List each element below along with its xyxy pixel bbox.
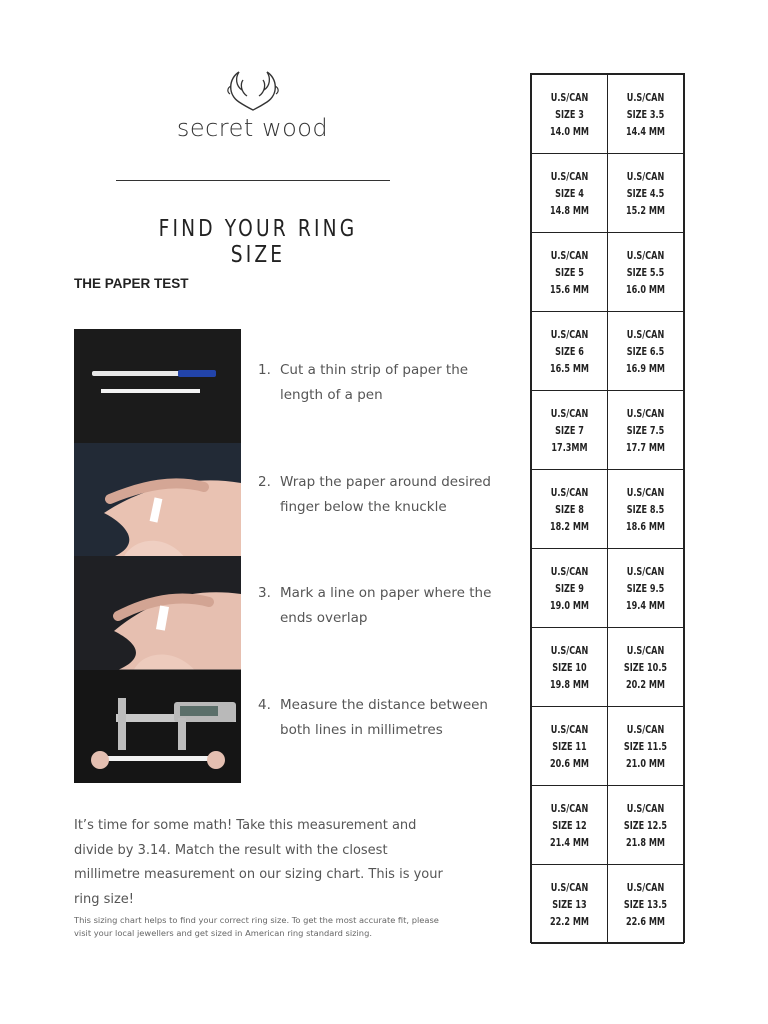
size-value: SIZE 3 bbox=[555, 107, 584, 121]
sizing-note: This sizing chart helps to find your correct ring size. To get the most accurate fit, please visit your local jewellers and get sized in American ring standard sizing. bbox=[74, 915, 439, 938]
section-heading: THE PAPER TEST bbox=[74, 276, 189, 291]
size-value: SIZE 11 bbox=[552, 739, 587, 753]
size-value: SIZE 5 bbox=[555, 265, 584, 279]
size-cell bbox=[532, 786, 608, 865]
size-mm: 18.6 MM bbox=[625, 519, 666, 533]
size-region: U.S/CAN bbox=[626, 169, 665, 183]
page-title: FIND YOUR RING SIZE bbox=[158, 216, 358, 268]
size-cell bbox=[608, 628, 684, 707]
size-cell bbox=[608, 549, 684, 628]
size-region: U.S/CAN bbox=[550, 801, 589, 815]
size-cell bbox=[532, 391, 608, 470]
size-region: U.S/CAN bbox=[550, 327, 589, 341]
size-value: SIZE 11.5 bbox=[623, 739, 668, 753]
step-text: Cut a thin strip of paper the length of a pen bbox=[280, 362, 469, 403]
step-text: Wrap the paper around desired finger below the knuckle bbox=[280, 474, 491, 515]
size-cell bbox=[608, 312, 684, 391]
size-cell bbox=[532, 865, 608, 944]
brand-name: secret wood bbox=[176, 114, 329, 142]
size-value: SIZE 9 bbox=[555, 581, 584, 595]
photo-mark-line bbox=[74, 556, 241, 670]
size-cell bbox=[532, 75, 608, 154]
size-mm: 20.2 MM bbox=[625, 677, 666, 691]
size-region: U.S/CAN bbox=[626, 327, 665, 341]
photo-pen-and-paper-strip bbox=[74, 329, 241, 443]
step-number: 3. bbox=[258, 585, 271, 601]
size-mm: 16.0 MM bbox=[625, 282, 666, 296]
size-mm: 21.0 MM bbox=[625, 756, 666, 770]
size-region: U.S/CAN bbox=[550, 90, 589, 104]
size-row bbox=[532, 865, 684, 944]
brand-logo bbox=[170, 68, 335, 148]
size-cell bbox=[532, 470, 608, 549]
size-row bbox=[532, 707, 684, 786]
size-region: U.S/CAN bbox=[626, 722, 665, 736]
size-value: SIZE 8.5 bbox=[626, 502, 665, 516]
size-region: U.S/CAN bbox=[550, 169, 589, 183]
size-cell bbox=[608, 75, 684, 154]
size-cell bbox=[532, 312, 608, 391]
size-value: SIZE 4 bbox=[555, 186, 584, 200]
size-value: SIZE 13.5 bbox=[623, 897, 668, 911]
step-number: 4. bbox=[258, 697, 271, 713]
size-mm: 18.2 MM bbox=[549, 519, 590, 533]
size-mm: 21.8 MM bbox=[625, 835, 666, 849]
size-mm: 22.6 MM bbox=[625, 914, 666, 928]
size-value: SIZE 6 bbox=[555, 344, 584, 358]
size-mm: 19.8 MM bbox=[549, 677, 590, 691]
size-value: SIZE 10 bbox=[552, 660, 587, 674]
size-cell bbox=[532, 707, 608, 786]
size-region: U.S/CAN bbox=[550, 880, 589, 894]
size-region: U.S/CAN bbox=[626, 485, 665, 499]
size-mm: 16.9 MM bbox=[625, 361, 666, 375]
size-region: U.S/CAN bbox=[626, 643, 665, 657]
size-row bbox=[532, 628, 684, 707]
size-row bbox=[532, 786, 684, 865]
size-value: SIZE 3.5 bbox=[626, 107, 665, 121]
size-region: U.S/CAN bbox=[550, 564, 589, 578]
size-mm: 14.4 MM bbox=[625, 124, 666, 138]
size-cell bbox=[608, 865, 684, 944]
size-row bbox=[532, 154, 684, 233]
size-mm: 20.6 MM bbox=[549, 756, 590, 770]
photo-wrap-paper bbox=[74, 443, 241, 557]
instruction-photos bbox=[74, 329, 241, 783]
size-row bbox=[532, 391, 684, 470]
size-region: U.S/CAN bbox=[550, 722, 589, 736]
antler-logo-icon bbox=[225, 68, 281, 114]
size-mm: 15.6 MM bbox=[549, 282, 590, 296]
size-value: SIZE 6.5 bbox=[626, 344, 665, 358]
size-cell bbox=[532, 549, 608, 628]
size-mm: 22.2 MM bbox=[549, 914, 590, 928]
size-value: SIZE 10.5 bbox=[623, 660, 668, 674]
step-number: 1. bbox=[258, 362, 271, 378]
size-mm: 19.0 MM bbox=[549, 598, 590, 612]
photo-caliper-measure bbox=[74, 670, 241, 784]
size-mm: 14.8 MM bbox=[549, 203, 590, 217]
size-value: SIZE 7 bbox=[555, 423, 584, 437]
size-mm: 16.5 MM bbox=[549, 361, 590, 375]
size-cell bbox=[608, 391, 684, 470]
size-region: U.S/CAN bbox=[626, 564, 665, 578]
size-region: U.S/CAN bbox=[626, 880, 665, 894]
size-mm: 19.4 MM bbox=[625, 598, 666, 612]
size-cell bbox=[608, 233, 684, 312]
size-row bbox=[532, 233, 684, 312]
size-region: U.S/CAN bbox=[550, 248, 589, 262]
size-row bbox=[532, 549, 684, 628]
size-value: SIZE 4.5 bbox=[626, 186, 665, 200]
size-region: U.S/CAN bbox=[626, 248, 665, 262]
size-mm: 17.7 MM bbox=[625, 440, 666, 454]
size-region: U.S/CAN bbox=[550, 406, 589, 420]
size-cell bbox=[608, 786, 684, 865]
size-cell bbox=[532, 628, 608, 707]
size-region: U.S/CAN bbox=[550, 485, 589, 499]
size-region: U.S/CAN bbox=[550, 643, 589, 657]
size-region: U.S/CAN bbox=[626, 90, 665, 104]
size-value: SIZE 12.5 bbox=[623, 818, 668, 832]
size-value: SIZE 9.5 bbox=[626, 581, 665, 595]
size-region: U.S/CAN bbox=[626, 406, 665, 420]
step-number: 2. bbox=[258, 474, 271, 490]
size-cell bbox=[608, 154, 684, 233]
size-cell bbox=[608, 470, 684, 549]
size-value: SIZE 12 bbox=[552, 818, 587, 832]
size-value: SIZE 7.5 bbox=[626, 423, 665, 437]
size-value: SIZE 13 bbox=[552, 897, 587, 911]
math-instructions: It’s time for some math! Take this measurement and divide by 3.14. Match the result with the closest millimetre measurement on our sizing chart. This is your ring size! bbox=[74, 818, 443, 907]
size-row bbox=[532, 470, 684, 549]
size-cell bbox=[608, 707, 684, 786]
divider bbox=[116, 180, 390, 181]
size-mm: 21.4 MM bbox=[549, 835, 590, 849]
size-row bbox=[532, 312, 684, 391]
size-table bbox=[531, 74, 684, 944]
step-text: Measure the distance between both lines in millimetres bbox=[280, 697, 488, 738]
size-value: SIZE 8 bbox=[555, 502, 584, 516]
size-cell bbox=[532, 233, 608, 312]
size-mm: 17.3MM bbox=[551, 440, 588, 454]
step-text: Mark a line on paper where the ends overlap bbox=[280, 585, 492, 626]
size-row bbox=[532, 75, 684, 154]
size-region: U.S/CAN bbox=[626, 801, 665, 815]
size-cell bbox=[532, 154, 608, 233]
size-mm: 15.2 MM bbox=[625, 203, 666, 217]
size-value: SIZE 5.5 bbox=[626, 265, 665, 279]
size-mm: 14.0 MM bbox=[549, 124, 590, 138]
ring-size-chart bbox=[530, 73, 685, 943]
